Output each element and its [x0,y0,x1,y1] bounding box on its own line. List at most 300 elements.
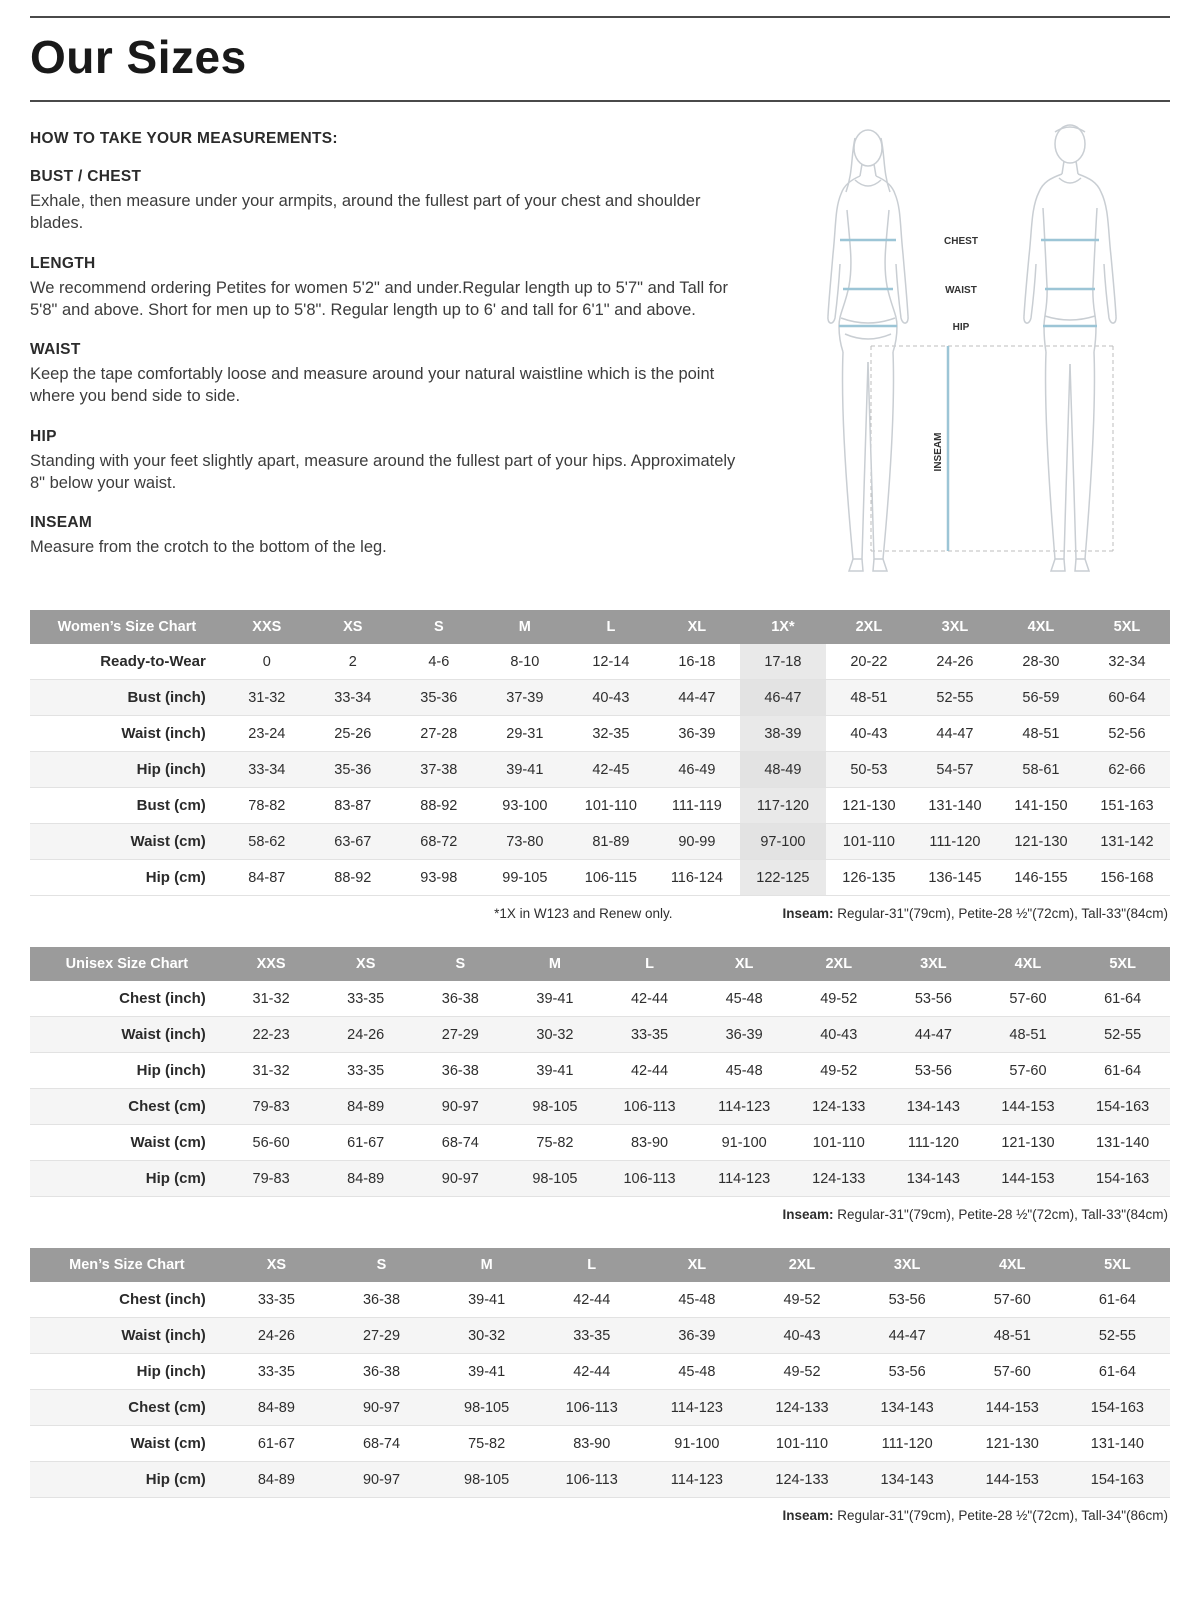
row-label: Bust (cm) [136,797,206,814]
table-title: Women’s Size Chart [30,610,224,644]
column-header: 4XL [998,610,1084,644]
measurement-guide [30,102,1170,584]
measurement-instructions [30,102,775,558]
size-cell: 32-35 [592,725,630,742]
instructions-heading: HOW TO TAKE YOUR MEASUREMENTS: [30,130,338,147]
size-cell: 90-99 [678,833,716,850]
row-label: Waist (cm) [130,833,206,850]
size-cell: 27-29 [441,1026,479,1043]
size-cell: 84-89 [347,1098,385,1115]
size-cell: 154-163 [1096,1098,1150,1115]
size-cell: 36-39 [678,725,716,742]
size-cell: 4-6 [428,653,450,670]
column-header: 2XL [791,947,886,981]
column-header: 3XL [855,1248,960,1282]
size-cell: 42-44 [630,1062,669,1079]
size-cell: 83-90 [573,1435,611,1452]
size-cell: 57-60 [1009,990,1047,1007]
size-cell: 17-18 [740,644,826,680]
size-cell: 58-62 [248,833,286,850]
size-cell: 144-153 [1001,1098,1055,1115]
size-cell: 36-39 [678,1327,716,1344]
inseam-footnote [782,1207,1168,1222]
inseam-footnote-label: Inseam: [782,1508,834,1523]
table-row [30,1053,1170,1089]
size-cell: 154-163 [1090,1399,1144,1416]
size-cell: 88-92 [420,797,458,814]
size-cell: 56-59 [1022,689,1060,706]
size-cell: 83-90 [630,1134,669,1151]
size-cell: 106-113 [623,1098,676,1115]
size-cell: 84-89 [257,1471,295,1488]
column-header: XXS [224,947,319,981]
size-cell: 53-56 [914,1062,952,1079]
size-cell: 48-51 [1009,1026,1047,1043]
chest-label: CHEST [943,236,978,247]
column-header: 5XL [1084,610,1170,644]
size-cell: 61-67 [347,1134,385,1151]
size-cell: 57-60 [993,1291,1031,1308]
column-header: XL [644,1248,749,1282]
size-cell: 53-56 [914,990,952,1007]
size-cell: 33-35 [257,1291,295,1308]
size-cell: 111-120 [881,1435,933,1452]
size-cell: 48-51 [1022,725,1060,742]
size-cell: 101-110 [775,1435,829,1452]
column-header: M [434,1248,539,1282]
size-cell: 32-34 [1108,653,1146,670]
size-cell: 31-32 [248,689,286,706]
table-row [30,1354,1170,1390]
size-cell: 45-48 [678,1363,716,1380]
table-title: Men’s Size Chart [30,1248,224,1282]
size-cell: 46-49 [678,761,716,778]
size-cell: 98-105 [532,1170,578,1187]
table-row [30,788,1170,824]
top-divider [30,16,1170,18]
size-cell: 33-34 [334,689,372,706]
size-cell: 39-41 [468,1363,506,1380]
size-cell: 36-38 [441,990,479,1007]
size-cell: 44-47 [936,725,974,742]
size-cell: 79-83 [252,1098,290,1115]
size-cell: 49-52 [820,990,858,1007]
column-header: M [508,947,603,981]
size-cell: 27-28 [420,725,458,742]
unisex-size-chart-table [30,947,1170,1197]
size-cell: 33-34 [248,761,286,778]
size-cell: 144-153 [985,1471,1039,1488]
column-header: 2XL [826,610,912,644]
women-size-chart-block [30,610,1170,921]
size-cell: 42-44 [630,990,669,1007]
size-cell: 91-100 [674,1435,720,1452]
measurement-diagram [775,102,1170,584]
section-body-hip: Standing with your feet slightly apart, measure around the fullest part of your hips. Approximately 8" below your waist. [30,451,736,492]
size-cell: 45-48 [725,1062,763,1079]
size-cell: 16-18 [678,653,716,670]
row-label: Hip (inch) [136,761,206,778]
size-cell: 83-87 [334,797,372,814]
size-cell: 39-41 [506,761,544,778]
column-header: S [396,610,482,644]
size-cell: 57-60 [1009,1062,1047,1079]
size-cell: 106-115 [584,869,637,886]
column-header: XXS [224,610,310,644]
size-cell: 61-64 [1104,1062,1142,1079]
column-header: L [602,947,697,981]
page-title: Our Sizes [30,31,247,83]
size-cell: 40-43 [820,1026,858,1043]
male-figure [1023,125,1115,571]
row-label: Chest (cm) [128,1098,206,1115]
column-header: L [539,1248,644,1282]
size-cell: 154-163 [1096,1170,1150,1187]
size-cell: 45-48 [678,1291,716,1308]
size-cell: 24-26 [257,1327,295,1344]
size-cell: 106-113 [623,1170,676,1187]
size-cell: 46-47 [740,680,826,716]
inseam-footnote-text: Regular-31"(79cm), Petite-28 ½"(72cm), Tall-33"(84cm) [833,1207,1168,1222]
row-label: Ready-to-Wear [100,653,206,670]
size-cell: 98-105 [464,1471,510,1488]
section-title-bust-chest: BUST / CHEST [30,168,142,185]
size-cell: 48-51 [850,689,888,706]
size-cell: 44-47 [914,1026,952,1043]
row-label: Chest (inch) [119,1291,206,1308]
size-cell: 63-67 [334,833,372,850]
row-label: Waist (inch) [121,1327,206,1344]
row-label: Hip (inch) [136,1062,206,1079]
row-label: Waist (cm) [130,1134,206,1151]
table-row [30,1125,1170,1161]
size-cell: 117-120 [740,788,826,824]
column-header: 1X* [740,610,826,644]
dashed-guides [871,346,1113,551]
size-cell: 49-52 [783,1291,821,1308]
table-row [30,1318,1170,1354]
size-cell: 8-10 [510,653,540,670]
size-cell: 33-35 [630,1026,669,1043]
table-row [30,1390,1170,1426]
size-cell: 111-120 [929,833,981,850]
diagram-labels [933,236,978,471]
size-cell: 56-60 [252,1134,290,1151]
section-body-bust-chest: Exhale, then measure under your armpits, around the fullest part of your chest and shoulder blades. [30,192,701,233]
size-cell: 40-43 [592,689,630,706]
row-label: Waist (cm) [130,1435,206,1452]
size-cell: 45-48 [725,990,763,1007]
size-cell: 121-130 [985,1435,1039,1452]
column-header: M [482,610,568,644]
row-label: Hip (inch) [136,1363,206,1380]
size-cell: 39-41 [468,1291,506,1308]
table-row [30,1282,1170,1318]
size-cell: 141-150 [1014,797,1068,814]
size-cell: 79-83 [252,1170,290,1187]
size-cell: 50-53 [850,761,888,778]
size-cell: 12-14 [592,653,630,670]
size-cell: 42-45 [592,761,630,778]
size-cell: 136-145 [928,869,982,886]
size-cell: 126-135 [842,869,896,886]
size-cell: 61-67 [257,1435,295,1452]
table-row [30,1161,1170,1197]
column-header: 3XL [912,610,998,644]
size-cell: 29-31 [506,725,544,742]
size-cell: 144-153 [1001,1170,1055,1187]
size-cell: 30-32 [468,1327,506,1344]
size-cell: 48-49 [740,752,826,788]
size-cell: 35-36 [334,761,372,778]
row-label: Hip (cm) [145,1471,206,1488]
size-cell: 131-140 [1096,1134,1150,1151]
size-cell: 42-44 [573,1363,611,1380]
female-figure [827,130,907,571]
column-header: XS [318,947,413,981]
size-cell: 30-32 [536,1026,574,1043]
size-cell: 97-100 [740,824,826,860]
size-cell: 101-110 [584,797,637,814]
body-figures-illustration [783,114,1163,584]
women-size-chart-footnotes [30,906,1168,921]
size-cell: 90-97 [362,1471,401,1488]
size-cell: 134-143 [880,1471,934,1488]
inseam-footnote [782,1508,1168,1523]
size-cell: 146-155 [1014,869,1068,886]
size-cell: 36-38 [362,1363,401,1380]
size-cell: 54-57 [936,761,974,778]
size-cell: 131-140 [1090,1435,1144,1452]
inseam-footnote-label: Inseam: [782,906,834,921]
size-cell: 42-44 [573,1291,611,1308]
size-cell: 91-100 [721,1134,767,1151]
size-cell: 134-143 [880,1399,934,1416]
table-row [30,680,1170,716]
size-cell: 90-97 [441,1170,479,1187]
men-size-chart-table [30,1248,1170,1498]
column-header: XS [224,1248,329,1282]
size-cell: 28-30 [1022,653,1060,670]
table-row [30,1462,1170,1498]
size-cell: 39-41 [536,990,574,1007]
size-cell: 0 [262,653,271,670]
inseam-footnote [782,906,1168,921]
size-cell: 40-43 [783,1327,821,1344]
column-header: XL [697,947,792,981]
size-cell: 68-74 [441,1134,479,1151]
size-cell: 60-64 [1108,689,1146,706]
size-cell: 61-64 [1098,1363,1136,1380]
size-guide-page [0,16,1200,1551]
size-cell: 24-26 [347,1026,385,1043]
column-header: 4XL [960,1248,1065,1282]
section-body-inseam: Measure from the crotch to the bottom of the leg. [30,538,387,557]
size-cell: 52-55 [936,689,974,706]
column-header: 5XL [1075,947,1170,981]
one-x-footnote: *1X in W123 and Renew only. [494,906,673,921]
row-label: Hip (cm) [145,869,206,886]
table-row [30,716,1170,752]
size-cell: 49-52 [820,1062,858,1079]
size-cell: 24-26 [936,653,974,670]
women-size-chart-table [30,610,1170,896]
men-size-chart-footnotes [30,1508,1168,1523]
size-cell: 151-163 [1100,797,1154,814]
size-cell: 88-92 [334,869,372,886]
size-cell: 106-113 [565,1399,618,1416]
size-cell: 53-56 [888,1363,926,1380]
size-cell: 111-120 [907,1134,959,1151]
size-cell: 114-123 [670,1471,723,1488]
size-cell: 53-56 [888,1291,926,1308]
size-cell: 68-72 [420,833,458,850]
section-title-waist: WAIST [30,341,81,359]
column-header: 4XL [981,947,1076,981]
size-cell: 52-55 [1098,1327,1136,1344]
size-cell: 44-47 [678,689,716,706]
table-row [30,1089,1170,1125]
column-header: 5XL [1065,1248,1170,1282]
table-title: Unisex Size Chart [30,947,224,981]
size-cell: 84-89 [257,1399,295,1416]
size-cell: 98-105 [532,1098,578,1115]
size-cell: 116-124 [670,869,723,886]
size-cell: 37-39 [506,689,544,706]
size-cell: 36-39 [725,1026,763,1043]
size-cell: 33-35 [257,1363,295,1380]
size-cell: 33-35 [347,1062,385,1079]
table-row [30,1017,1170,1053]
table-row [30,824,1170,860]
size-cell: 58-61 [1022,761,1060,778]
size-cell: 144-153 [985,1399,1039,1416]
column-header: XL [654,610,740,644]
size-cell: 81-89 [592,833,630,850]
size-cell: 33-35 [573,1327,611,1344]
row-label: Waist (inch) [121,1026,206,1043]
size-cell: 27-29 [362,1327,401,1344]
size-cell: 2 [348,653,357,670]
section-title-hip: HIP [30,427,57,445]
size-cell: 154-163 [1090,1471,1144,1488]
section-title-length: LENGTH [30,254,96,272]
size-cell: 131-142 [1100,833,1154,850]
size-cell: 37-38 [420,761,458,778]
size-cell: 84-89 [347,1170,385,1187]
size-cell: 114-123 [718,1098,771,1115]
size-cell: 131-140 [928,797,982,814]
unisex-size-chart-block [30,947,1170,1222]
size-cell: 124-133 [812,1170,866,1187]
size-cell: 38-39 [740,716,826,752]
men-size-chart-block [30,1248,1170,1523]
section-body-length: We recommend ordering Petites for women 5'2" and under.Regular length up to 5'7" and Tall for 5'8" and above. Short for men up to 5'8". Regular length up to 6' and tall for 6'1" and above. [30,278,728,319]
column-header: 2XL [749,1248,854,1282]
inseam-label: INSEAM [932,432,944,472]
inseam-footnote-label: Inseam: [782,1207,834,1222]
size-cell: 61-64 [1098,1291,1136,1308]
size-cell: 84-87 [248,869,286,886]
table-row [30,981,1170,1017]
row-label: Bust (inch) [127,689,206,706]
size-cell: 101-110 [812,1134,865,1151]
size-cell: 25-26 [334,725,372,742]
size-cell: 61-64 [1104,990,1142,1007]
size-cell: 62-66 [1108,761,1146,778]
size-cell: 75-82 [468,1435,506,1452]
section-body-waist: Keep the tape comfortably loose and measure around your natural waistline which is the point where you bend side to side. [30,365,715,406]
column-header: XS [310,610,396,644]
size-cell: 124-133 [775,1399,829,1416]
column-header: S [329,1248,434,1282]
size-cell: 99-105 [502,869,548,886]
size-cell: 134-143 [906,1170,960,1187]
size-cell: 57-60 [993,1363,1031,1380]
row-label: Chest (inch) [119,990,206,1007]
size-cell: 36-38 [441,1062,479,1079]
section-title-inseam: INSEAM [30,514,93,532]
size-cell: 121-130 [842,797,896,814]
size-cell: 93-98 [420,869,458,886]
size-cell: 36-38 [362,1291,401,1308]
size-cell: 101-110 [842,833,895,850]
size-cell: 52-55 [1104,1026,1142,1043]
size-cell: 31-32 [252,990,290,1007]
size-cell: 90-97 [441,1098,479,1115]
column-header: S [413,947,508,981]
size-cell: 52-56 [1108,725,1146,742]
size-cell: 90-97 [362,1399,401,1416]
inseam-footnote-text: Regular-31"(79cm), Petite-28 ½"(72cm), Tall-34"(86cm) [833,1508,1168,1523]
size-cell: 106-113 [565,1471,618,1488]
table-row [30,1426,1170,1462]
size-cell: 111-119 [671,797,722,814]
size-cell: 124-133 [775,1471,829,1488]
size-cell: 20-22 [850,653,888,670]
row-label: Chest (cm) [128,1399,206,1416]
size-cell: 75-82 [536,1134,574,1151]
size-cell: 68-74 [362,1435,401,1452]
size-cell: 122-125 [740,860,826,896]
size-cell: 124-133 [812,1098,866,1115]
size-cell: 78-82 [248,797,286,814]
size-cell: 23-24 [248,725,286,742]
unisex-size-chart-footnotes [30,1207,1168,1222]
size-cell: 44-47 [888,1327,926,1344]
size-cell: 31-32 [252,1062,290,1079]
row-label: Waist (inch) [121,725,206,742]
row-label: Hip (cm) [145,1170,206,1187]
size-cell: 73-80 [506,833,544,850]
table-row [30,860,1170,896]
size-cell: 35-36 [420,689,458,706]
waist-label: WAIST [944,285,977,296]
column-header: L [568,610,654,644]
size-cell: 114-123 [718,1170,771,1187]
size-cell: 121-130 [1014,833,1068,850]
size-cell: 114-123 [670,1399,723,1416]
size-cell: 39-41 [536,1062,574,1079]
size-cell: 40-43 [850,725,888,742]
size-cell: 48-51 [993,1327,1031,1344]
size-cell: 156-168 [1100,869,1154,886]
table-row [30,752,1170,788]
inseam-footnote-text: Regular-31"(79cm), Petite-28 ½"(72cm), Tall-33"(84cm) [833,906,1168,921]
size-cell: 93-100 [502,797,548,814]
size-cell: 134-143 [906,1098,960,1115]
table-row [30,644,1170,680]
